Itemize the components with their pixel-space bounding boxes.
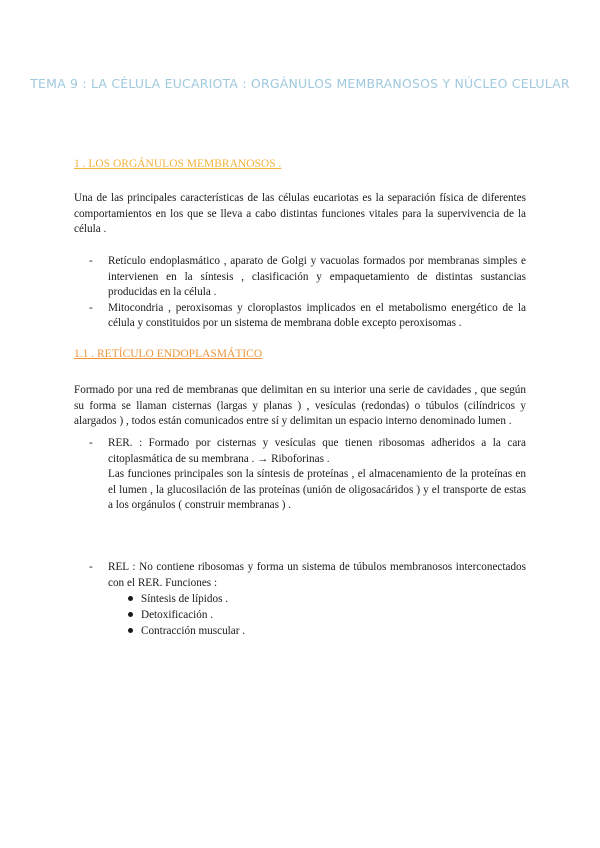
list-item-rel xyxy=(89,560,526,639)
bullet-item xyxy=(128,607,526,623)
dash-marker: - xyxy=(89,301,93,314)
rel-list xyxy=(89,560,526,639)
dash-marker: - xyxy=(89,255,93,267)
rel-functions-list xyxy=(108,591,526,639)
list-item-rer xyxy=(89,436,526,514)
rel-text: REL : No contiene ribosomas y forma un sistema de túbulos membranosos interconectados con el RER. Funciones : xyxy=(108,561,526,589)
section-heading-reticulo: 1.1 . RETÍCULO ENDOPLASMÁTICO xyxy=(74,348,263,360)
reticulo-paragraph: Formado por una red de membranas que delimitan en su interior una serie de cavidades , que según su forma se llaman cisternas (largas y planas ) , vesículas (redondas) o túbulos (cilíndricos y alargados ) , todos están comunicados entre sí y delimitan un espacio interno denominado lumen . xyxy=(74,384,526,428)
rer-functions: Las funciones principales son la síntesis de proteínas , el almacenamiento de la proteínas en el lumen , la glucosilación de las proteínas (unión de oligosacáridos ) y el transporte de estas a los orgánulos ( construir membranas ) . xyxy=(108,468,526,512)
dash-marker: - xyxy=(89,437,93,449)
list-item-text: Mitocondria , peroxisomas y cloroplastos implicados en el metabolismo energético de la célula y constituidos por un sistema de membrana doble excepto peroxisomas . xyxy=(108,301,526,330)
bullet-item xyxy=(128,591,526,607)
document-title: TEMA 9 : LA CÉLULA EUCARIOTA : ORGÁNULOS MEMBRANOSOS Y NÚCLEO CELULAR xyxy=(30,76,570,91)
section-heading-organulos: 1 . LOS ORGÁNULOS MEMBRANOSOS . xyxy=(74,158,282,170)
rer-text: RER. : Formado por cisternas y vesículas que tienen ribosomas adheridos a la cara citoplasmática de su membrana . → Riboforinas . xyxy=(108,437,526,465)
bullet-dot xyxy=(128,612,133,617)
bullet-dot xyxy=(128,628,133,633)
bullet-text: Síntesis de lípidos . xyxy=(141,593,229,606)
bullet-text: Detoxificación . xyxy=(141,609,214,622)
intro-paragraph: Una de las principales características de las células eucariotas es la separación física de diferentes comportamientos en los que se lleva a cabo distintas funciones vitales para la supervivencia de la célula . xyxy=(74,192,526,236)
bullet-item xyxy=(128,623,526,639)
bullet-dot xyxy=(128,596,133,601)
list-item xyxy=(89,254,526,301)
list-item xyxy=(89,301,526,332)
dash-marker: - xyxy=(89,561,93,573)
list-item-text: Retículo endoplasmático , aparato de Golgi y vacuolas formados por membranas simples e intervienen en la síntesis , clasificación y empaquetamiento de distintas sustancias producidas en la célula . xyxy=(108,255,526,299)
organelle-list xyxy=(89,254,526,332)
bullet-text: Contracción muscular . xyxy=(141,625,246,638)
rer-list xyxy=(89,436,526,514)
